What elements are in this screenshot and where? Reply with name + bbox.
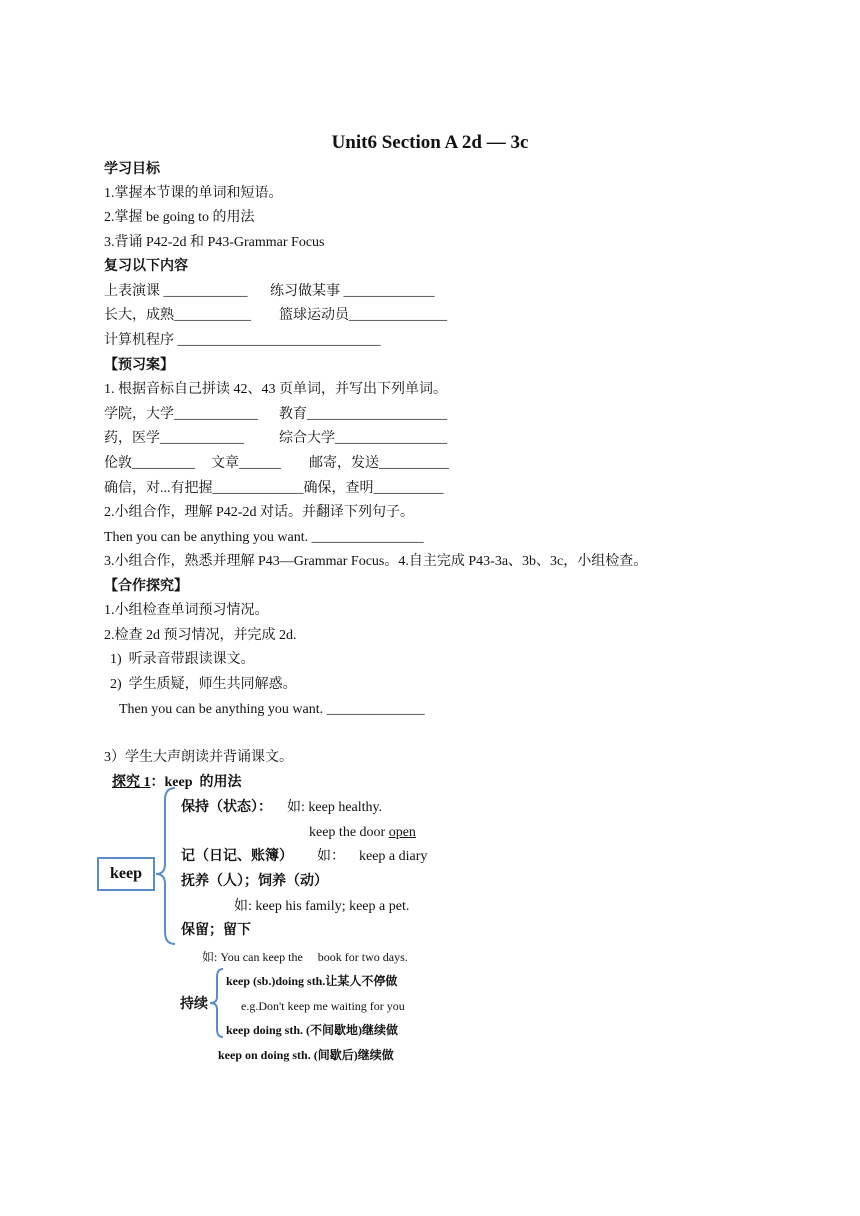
keep-meaning-2: 记（日记、账簿） (181, 849, 293, 864)
review-line1b: 练习做某事 _____________ (270, 284, 435, 299)
keep-meaning-4: 保留；留下 (181, 923, 251, 938)
word-line2a: 药，医学____________ (104, 431, 244, 446)
keep-heading-rest: ：keep 的用法 (150, 775, 242, 790)
keep-box: keep (97, 857, 155, 891)
word-line1b: 教育____________________ (279, 407, 447, 422)
goal-1: 1.掌握本节课的单词和短语。 (104, 186, 283, 201)
keep-meaning-4-example: 如: You can keep the book for two days. (202, 950, 408, 964)
explore-step1: 1.小组检查单词预习情况。 (104, 603, 269, 618)
word-line4: 确信，对...有把握_____________确保，查明__________ (104, 481, 444, 496)
preview-q3: 3.小组合作，熟悉并理解 P43—Grammar Focus。4.自主完成 P43-3a、3b、3c，小组检查。 (104, 554, 648, 569)
review-line2b: 篮球运动员______________ (279, 308, 447, 323)
page-title: Unit6 Section A 2d — 3c (331, 132, 529, 153)
explore-step3: 3）学生大声朗读并背诵课文。 (104, 750, 293, 765)
explore-step2: 2.检查 2d 预习情况，并完成 2d. (104, 628, 297, 643)
keep-meaning-1: 保持（状态）： (181, 800, 272, 815)
continue-brace-icon (209, 967, 225, 1039)
keep-meaning-1-example-2 (309, 824, 416, 842)
goal-3: 3.背诵 P42-2d 和 P43-Grammar Focus (104, 235, 325, 250)
review-line1a: 上表演课 ____________ (104, 284, 248, 299)
keep-brace-icon (155, 786, 177, 946)
word-line3a: 伦敦_________ (104, 456, 195, 471)
keep-meaning-3-example: 如: keep his family; keep a pet. (234, 899, 410, 914)
preview-q2: 2.小组合作，理解 P42-2d 对话。并翻译下列句子。 (104, 505, 414, 520)
word-line1a: 学院，大学____________ (104, 407, 258, 422)
preview-q1: 1. 根据音标自己拼读 42、43 页单词，并写出下列单词。 (104, 382, 447, 397)
keep-continue-1: keep (sb.)doing sth.让某人不停做 (226, 974, 398, 988)
explore-step2a: 1) 听录音带跟读课文。 (110, 652, 255, 667)
keep-continue-2: e.g.Don't keep me waiting for you (241, 999, 405, 1013)
goal-2: 2.掌握 be going to 的用法 (104, 210, 255, 225)
word-line3c: 邮寄，发送__________ (309, 456, 449, 471)
goals-heading: 学习目标 (104, 162, 160, 177)
keep-meaning-3: 抚养（人）；饲养（动） (181, 874, 328, 889)
review-line3: 计算机程序 _____________________________ (104, 333, 381, 348)
keep-ex2-open: open (388, 825, 416, 840)
word-line2b: 综合大学________________ (279, 431, 447, 446)
explore-step2c: Then you can be anything you want. ______________ (119, 702, 425, 717)
review-line2a: 长大，成熟___________ (104, 308, 251, 323)
keep-continue-3: keep doing sth. (不间歇地)继续做 (226, 1023, 399, 1037)
preview-q2-sentence: Then you can be anything you want. ________________ (104, 530, 424, 545)
keep-continue-label: 持续 (180, 997, 208, 1012)
preview-heading: 【预习案】 (104, 358, 174, 373)
keep-ex2-text: keep the door (309, 825, 389, 840)
explore-step2b: 2) 学生质疑，师生共同解惑。 (110, 677, 297, 692)
word-line3b: 文章______ (211, 456, 281, 471)
review-heading: 复习以下内容 (104, 259, 188, 274)
explore-heading: 【合作探究】 (104, 579, 188, 594)
keep-meaning-2-example: 如： keep a diary (317, 849, 428, 864)
keep-heading-label: 探究 1 (112, 775, 151, 790)
keep-meaning-1-example-1: 如: keep healthy. (287, 800, 383, 815)
keep-continue-4: keep on doing sth. (间歇后)继续做 (218, 1048, 394, 1062)
